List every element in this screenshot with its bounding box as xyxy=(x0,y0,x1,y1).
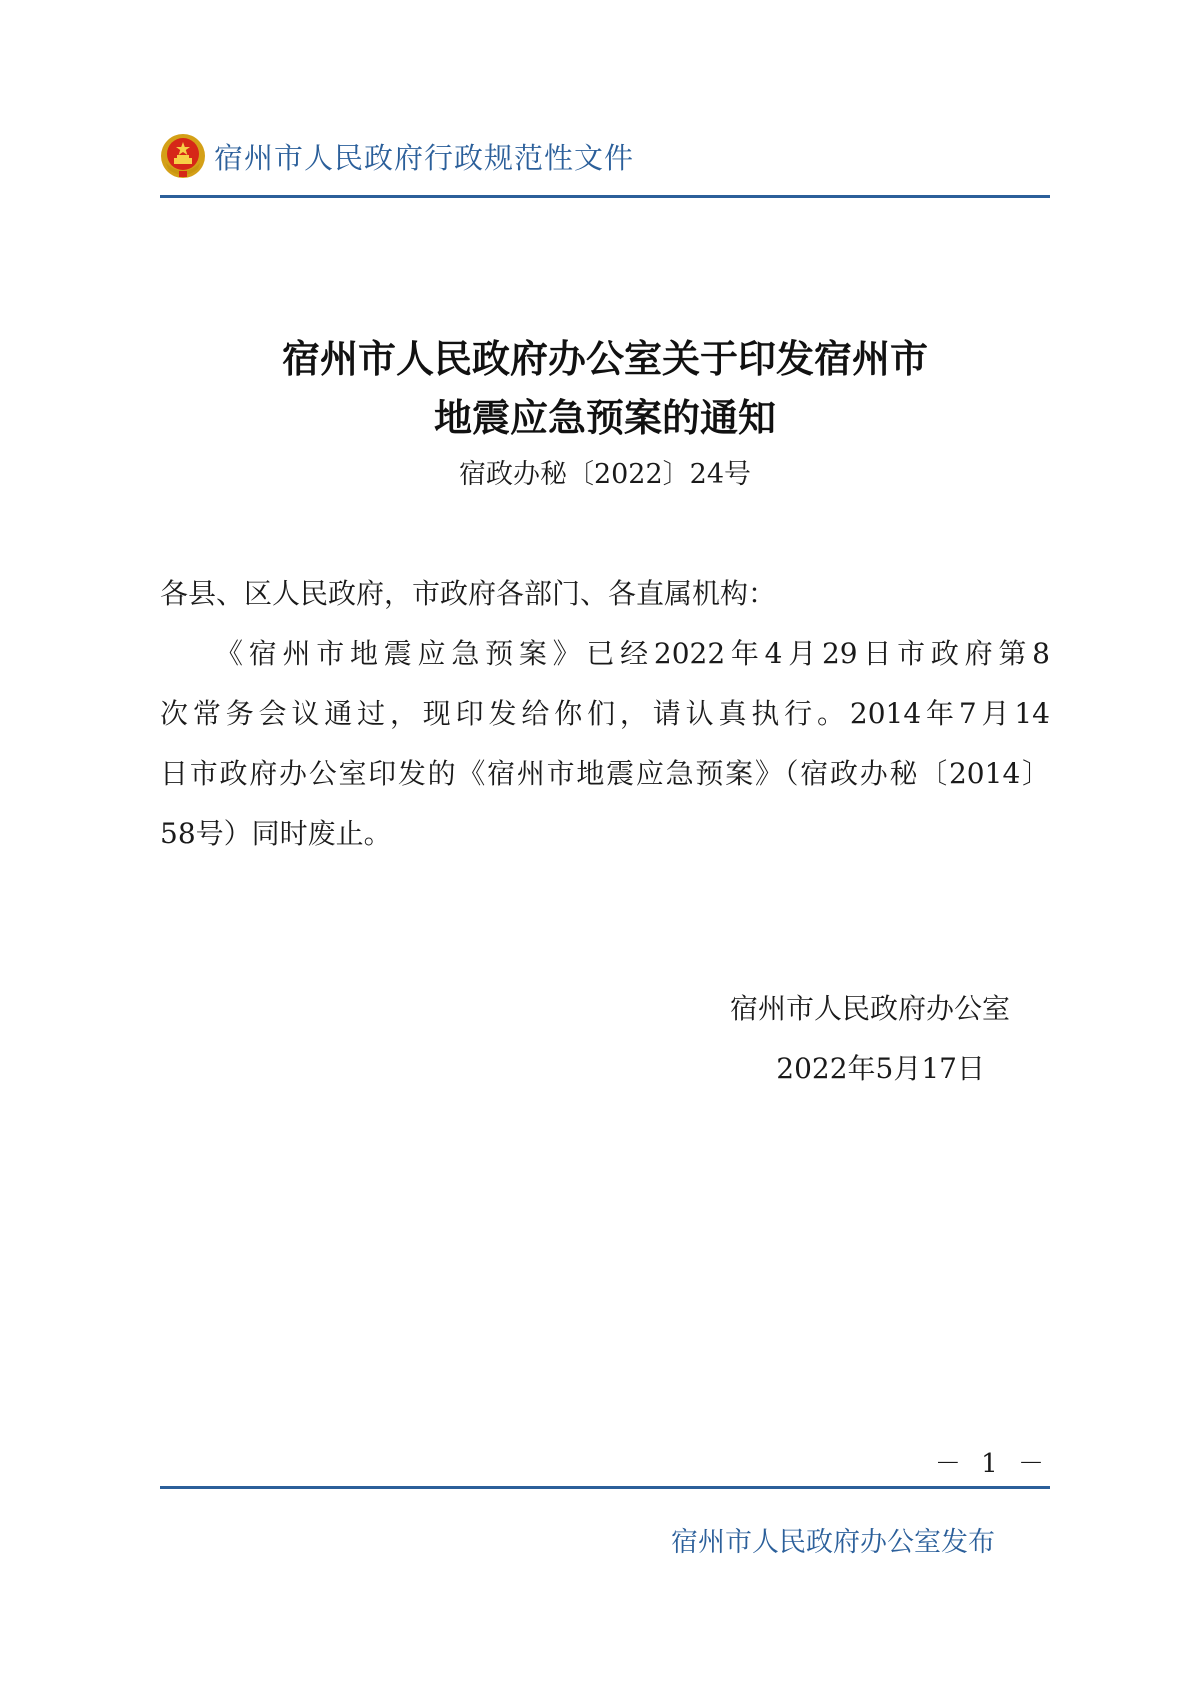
national-emblem-icon xyxy=(160,133,206,179)
signature-date: 2022年5月17日 xyxy=(776,1052,985,1085)
addressee: 各县、区人民政府，市政府各部门、各直属机构： xyxy=(160,577,777,610)
page-number: － 1 － xyxy=(934,1449,1050,1479)
document-title-line-1: 宿州市人民政府办公室关于印发宿州市 xyxy=(281,337,928,381)
document-title-line-2: 地震应急预案的通知 xyxy=(433,396,776,440)
header xyxy=(160,130,634,182)
body-line-4: 58号）同时废止。 xyxy=(160,817,392,850)
footer-divider xyxy=(160,1486,1050,1489)
footer-publisher: 宿州市人民政府办公室发布 xyxy=(671,1527,995,1558)
body-line-3: 日市政府办公室印发的《宿州市地震应急预案》（宿政办秘〔2014〕 xyxy=(160,757,1050,790)
signature-organization: 宿州市人民政府办公室 xyxy=(729,992,1010,1025)
document-number: 宿政办秘〔2022〕24号 xyxy=(458,459,752,490)
header-divider xyxy=(160,195,1050,198)
body-line-1: 《宿州市地震应急预案》已经2022年4月29日市政府第8 xyxy=(215,637,1050,670)
header-title: 宿州市人民政府行政规范性文件 xyxy=(214,140,635,175)
body-line-2: 次常务会议通过，现印发给你们，请认真执行。2014年7月14 xyxy=(160,697,1050,730)
